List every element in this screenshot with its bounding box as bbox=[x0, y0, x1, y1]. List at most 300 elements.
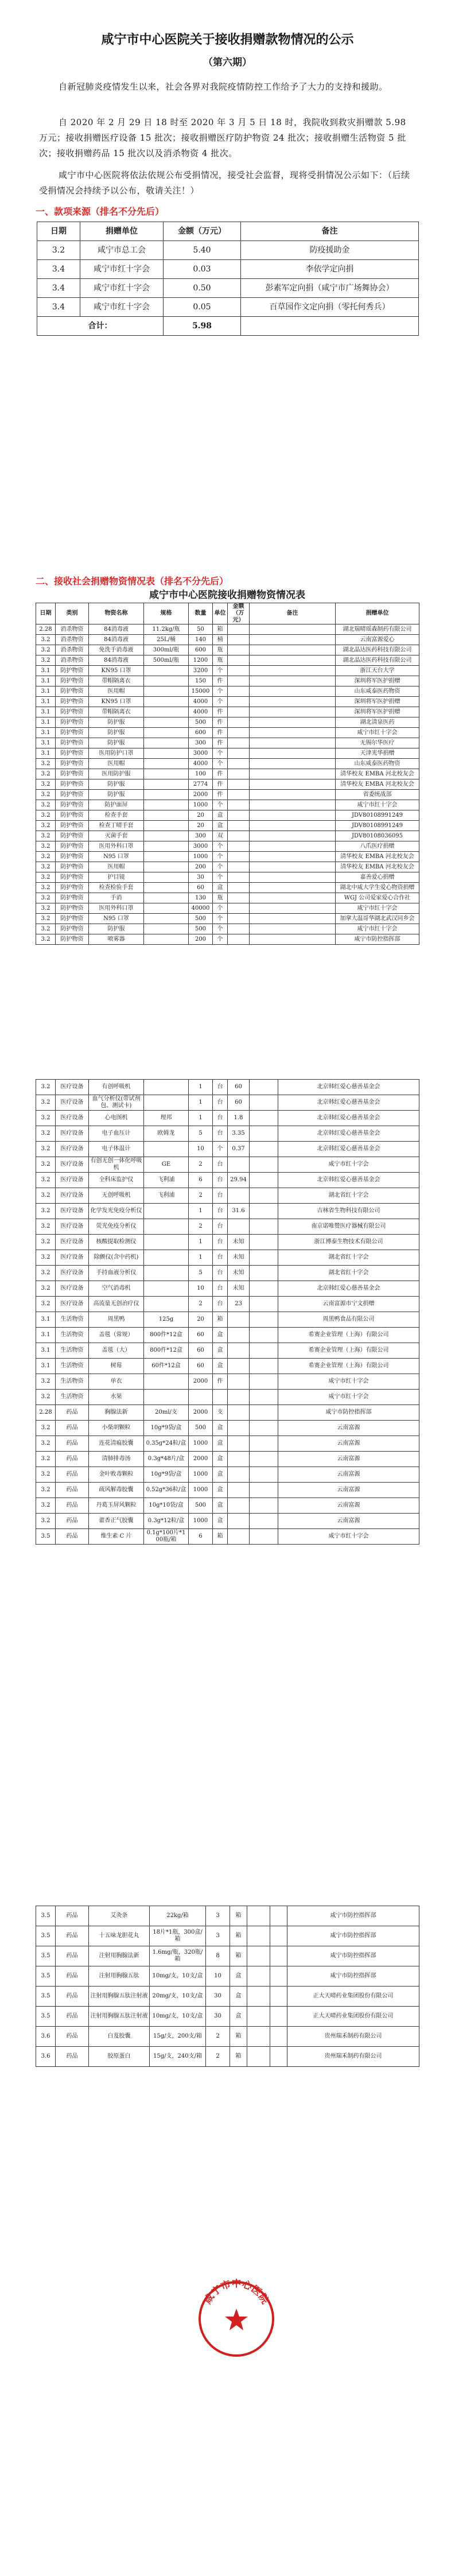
table-row bbox=[36, 872, 419, 883]
table-cell bbox=[228, 1390, 250, 1405]
table-cell: 600 bbox=[189, 728, 213, 738]
table-cell: 桶 bbox=[213, 635, 228, 645]
table-cell: 25L/桶 bbox=[144, 635, 189, 645]
table-cell: 20ml/支 bbox=[144, 1405, 189, 1421]
table-cell: 防护物资 bbox=[56, 841, 89, 852]
table-cell: 3.2 bbox=[36, 1142, 56, 1157]
table-cell: 药品 bbox=[56, 1405, 89, 1421]
table-cell: 31.6 bbox=[228, 1204, 250, 1219]
table-cell: 防护物资 bbox=[56, 707, 89, 717]
table-cell bbox=[144, 779, 189, 790]
table-cell bbox=[228, 1436, 250, 1452]
table-cell bbox=[247, 1906, 270, 1926]
table-row bbox=[36, 1926, 419, 1946]
table-cell: 丹葛玉屏风颗粒 bbox=[89, 1498, 144, 1514]
table-cell bbox=[250, 645, 336, 655]
table-cell: 彭素军定向捐（咸宁市广场舞协会） bbox=[241, 279, 419, 298]
table-cell: 0.3g*48片/盒 bbox=[144, 1452, 189, 1467]
table-cell: 3.5 bbox=[36, 1987, 56, 2007]
table-cell: JDV80108991249 bbox=[336, 821, 419, 831]
table-cell bbox=[228, 1312, 250, 1328]
table-cell bbox=[228, 841, 250, 852]
table-cell: 湖北清泉医药 bbox=[336, 717, 419, 728]
table-cell: 血气分析仪(带试剂包、测试卡) bbox=[89, 1095, 144, 1111]
intro-paragraph-3: 咸宁市中心医院将依法依规公布受捐情况，接受社会监督，现将受捐情况公示如下：（后续受捐情况会持续予以公布，敬请关注！） bbox=[39, 170, 410, 196]
table-cell: 疏风解毒胶囊 bbox=[89, 1483, 144, 1498]
header-cell: 数量 bbox=[189, 603, 213, 624]
table-cell bbox=[144, 1095, 189, 1111]
table-cell: 药品 bbox=[56, 1452, 89, 1467]
table-cell: 生活物资 bbox=[56, 1359, 89, 1374]
table-cell: 电子血压计 bbox=[89, 1126, 144, 1142]
table-cell: 盒 bbox=[213, 1483, 228, 1498]
section2-heading: 二、接收社会捐赠物资情况表（排名不分先后） bbox=[36, 576, 229, 587]
table-cell: 3.2 bbox=[36, 655, 56, 666]
table-cell bbox=[250, 1297, 278, 1312]
table-cell: 清华校友 EMBA 河北校友会 bbox=[336, 779, 419, 790]
table-cell: 200 bbox=[189, 862, 213, 872]
table-row bbox=[36, 810, 419, 821]
table-cell: 4000 bbox=[189, 759, 213, 769]
table-cell: 3.2 bbox=[36, 1219, 56, 1235]
table-cell: 130 bbox=[189, 893, 213, 903]
table-cell: 药品 bbox=[56, 1987, 89, 2007]
table-cell: KN95 口罩 bbox=[89, 697, 144, 707]
table-cell bbox=[228, 1219, 250, 1235]
table-cell: 0.37 bbox=[228, 1142, 250, 1157]
table-cell bbox=[250, 666, 336, 676]
table-cell bbox=[228, 852, 250, 862]
goods-table-part1 bbox=[36, 603, 419, 945]
table-cell: 医疗设备 bbox=[56, 1235, 89, 1250]
table-cell bbox=[144, 717, 189, 728]
table-row bbox=[36, 1906, 419, 1926]
table-cell: 2.28 bbox=[36, 1405, 56, 1421]
table-cell bbox=[144, 759, 189, 769]
table-cell bbox=[250, 738, 336, 748]
table-cell: 云南富源 bbox=[278, 1452, 419, 1467]
table-cell: 个 bbox=[213, 759, 228, 769]
table-cell bbox=[250, 1219, 278, 1235]
table-cell: 云南富源 bbox=[278, 1436, 419, 1452]
table-row bbox=[36, 1204, 419, 1219]
table-row bbox=[36, 748, 419, 759]
table-cell bbox=[250, 1095, 278, 1111]
table-cell: 盒 bbox=[213, 1467, 228, 1483]
intro-paragraph-1: 自新冠肺炎疫情发生以来，社会各界对我院疫情防控工作给予了大力的支持和援助。 bbox=[59, 82, 388, 92]
table-cell bbox=[228, 790, 250, 800]
table-row bbox=[36, 728, 419, 738]
table-row bbox=[36, 1529, 419, 1545]
table-cell bbox=[270, 1966, 287, 1987]
table-cell: 3.6 bbox=[36, 2027, 56, 2047]
table-cell: 1 bbox=[189, 1235, 213, 1250]
table-cell: 检查丁晴手套 bbox=[89, 821, 144, 831]
table-cell: 台 bbox=[213, 1235, 228, 1250]
table-cell: 盒 bbox=[230, 2007, 247, 2027]
table-cell: N95 口罩 bbox=[89, 852, 144, 862]
table-cell: 防护面屏 bbox=[89, 800, 144, 810]
table-cell: 1 bbox=[189, 1204, 213, 1219]
table-cell: 药品 bbox=[56, 1946, 89, 1966]
section1-heading: 一、款项来源（排名不分先后） bbox=[36, 206, 165, 217]
table-row bbox=[36, 1436, 419, 1452]
table-cell: 山东咸泰医药物资 bbox=[336, 759, 419, 769]
table-cell: 医疗设备 bbox=[56, 1080, 89, 1095]
table-cell bbox=[250, 1126, 278, 1142]
table-cell: 10g*10袋/盒 bbox=[144, 1498, 189, 1514]
table-cell: 咸宁市红十字会 bbox=[336, 728, 419, 738]
table-cell: 3.2 bbox=[36, 1514, 56, 1529]
table-row bbox=[36, 821, 419, 831]
table-cell: 药品 bbox=[56, 1926, 89, 1946]
table-cell: 手消 bbox=[89, 893, 144, 903]
table-cell: 15000 bbox=[189, 686, 213, 697]
table-row bbox=[36, 1173, 419, 1188]
table-cell: 药品 bbox=[56, 2027, 89, 2047]
table-cell bbox=[228, 1483, 250, 1498]
table-cell bbox=[250, 1483, 278, 1498]
table-cell: 8 bbox=[206, 1946, 230, 1966]
table-cell bbox=[228, 1328, 250, 1343]
table-cell: 北京韩红爱心慈善基金会 bbox=[278, 1080, 419, 1095]
document-subtitle: （第六期） bbox=[203, 57, 252, 68]
table-row bbox=[36, 1219, 419, 1235]
table-cell: 盒 bbox=[213, 1514, 228, 1529]
table-cell: 浙江博泰生物技术有限公司 bbox=[278, 1235, 419, 1250]
table-cell bbox=[144, 893, 189, 903]
table-cell: 3.5 bbox=[36, 1529, 56, 1545]
seal-text: 咸宁市中心医院 bbox=[202, 2279, 271, 2306]
table-cell bbox=[250, 1514, 278, 1529]
table-row bbox=[36, 1250, 419, 1266]
table-cell: 1000 bbox=[189, 852, 213, 862]
table-cell: 3000 bbox=[189, 748, 213, 759]
table-cell: 未知 bbox=[228, 1266, 250, 1281]
table-row bbox=[36, 1405, 419, 1421]
table-cell bbox=[228, 624, 250, 635]
table-row bbox=[36, 1452, 419, 1467]
table-cell: 贵州瑞禾制药有限公司 bbox=[287, 2027, 419, 2047]
header-cell: 金额（万元） bbox=[228, 603, 250, 624]
table-cell: 件 bbox=[213, 728, 228, 738]
table-cell bbox=[228, 862, 250, 872]
table-cell: 3.1 bbox=[36, 748, 56, 759]
table-cell: 3.2 bbox=[36, 872, 56, 883]
table-cell bbox=[247, 1946, 270, 1966]
table-cell: 2 bbox=[189, 1219, 213, 1235]
table-cell: 带帽隔离衣 bbox=[89, 676, 144, 686]
table-cell bbox=[228, 1405, 250, 1421]
table-cell: 金叶败毒颗粒 bbox=[89, 1467, 144, 1483]
table-cell: 咸宁市防控指挥部 bbox=[287, 1906, 419, 1926]
table-cell: 小柴胡颗粒 bbox=[89, 1421, 144, 1436]
table-cell: 防护物资 bbox=[56, 759, 89, 769]
table-cell: 防护物资 bbox=[56, 686, 89, 697]
table-cell: 3.2 bbox=[36, 1281, 56, 1297]
table-cell: 生活物资 bbox=[56, 1343, 89, 1359]
table-cell bbox=[247, 2027, 270, 2047]
table-cell: 2000 bbox=[189, 790, 213, 800]
table-cell: 云南富源市宁文捐赠 bbox=[278, 1297, 419, 1312]
table-cell: 防护物资 bbox=[56, 893, 89, 903]
table-cell: 医用防护服 bbox=[89, 769, 144, 779]
table-cell: 3.5 bbox=[36, 1966, 56, 1987]
table-cell: 医疗设备 bbox=[56, 1126, 89, 1142]
table-cell: 60 bbox=[189, 1343, 213, 1359]
table-cell: 3.2 bbox=[36, 759, 56, 769]
table-row bbox=[36, 914, 419, 924]
table-cell: 空气消毒机 bbox=[89, 1281, 144, 1297]
table-cell bbox=[213, 1390, 228, 1405]
table-cell bbox=[144, 831, 189, 841]
table-cell: 20 bbox=[189, 810, 213, 821]
table-cell: 防护物资 bbox=[56, 914, 89, 924]
table-cell bbox=[228, 1514, 250, 1529]
table-cell: 清华校友 EMBA 河北校友会 bbox=[336, 862, 419, 872]
table-cell: 心电图机 bbox=[89, 1111, 144, 1126]
table-cell: 3.2 bbox=[36, 800, 56, 810]
table-row bbox=[36, 1966, 419, 1987]
table-cell: 3.5 bbox=[36, 2007, 56, 2027]
table-row bbox=[36, 655, 419, 666]
table-row bbox=[36, 1142, 419, 1157]
table-cell: 树莓 bbox=[89, 1359, 144, 1374]
table-row bbox=[36, 800, 419, 810]
header-cell: 备注 bbox=[241, 222, 419, 241]
table-cell: 40000 bbox=[189, 903, 213, 914]
table-cell: 咸宁市红十字会 bbox=[278, 1390, 419, 1405]
table-row bbox=[36, 1235, 419, 1250]
table-cell: 10mg/支，10支/盒 bbox=[150, 1966, 206, 1987]
table-cell: 药品 bbox=[56, 1529, 89, 1545]
table-cell: 维生素 C 片 bbox=[89, 1529, 144, 1545]
table-cell: 0.52g*36粒/盒 bbox=[144, 1483, 189, 1498]
table-cell: 3.6 bbox=[36, 2047, 56, 2067]
table-cell: 湖北中咸大学生爱心物资捐赠 bbox=[336, 883, 419, 893]
table-cell: 盒 bbox=[213, 1498, 228, 1514]
table-cell: 200 bbox=[189, 934, 213, 945]
table-cell bbox=[270, 2007, 287, 2027]
table-cell: KN95 口罩 bbox=[89, 666, 144, 676]
table-cell: 消杀物资 bbox=[56, 635, 89, 645]
table-cell: 清华校友 EMBA 河北校友会 bbox=[336, 852, 419, 862]
table-cell: 飞利浦 bbox=[144, 1173, 189, 1188]
table-cell: 1000 bbox=[189, 800, 213, 810]
table-cell: 1.6mg/瓶，320瓶/箱 bbox=[150, 1946, 206, 1966]
table-cell: 防护服 bbox=[89, 790, 144, 800]
table-cell: 3.1 bbox=[36, 707, 56, 717]
table-row bbox=[36, 666, 419, 676]
table-cell: 瓶 bbox=[213, 645, 228, 655]
goods-table-part3 bbox=[36, 1906, 419, 2067]
table-cell: 1 bbox=[189, 1111, 213, 1126]
table-cell bbox=[247, 1987, 270, 2007]
table-row bbox=[36, 790, 419, 800]
table-cell: 防护服 bbox=[89, 779, 144, 790]
table-cell: 云南富源 bbox=[278, 1483, 419, 1498]
table-cell: 60 bbox=[228, 1095, 250, 1111]
table-cell: 300 bbox=[189, 738, 213, 748]
table-cell: 500ml/瓶 bbox=[144, 655, 189, 666]
table-row bbox=[36, 831, 419, 841]
table-cell bbox=[250, 707, 336, 717]
table-cell: 20mg/支，10支/盒 bbox=[150, 1987, 206, 2007]
table-cell bbox=[228, 697, 250, 707]
table-cell: 3.2 bbox=[36, 1173, 56, 1188]
table-cell: 2000 bbox=[189, 1405, 213, 1421]
table-cell bbox=[228, 1374, 250, 1390]
table-cell bbox=[250, 862, 336, 872]
total-label: 合计： bbox=[37, 317, 164, 336]
table-cell: 消杀物资 bbox=[56, 645, 89, 655]
table-cell bbox=[247, 1966, 270, 1987]
table-cell bbox=[250, 728, 336, 738]
table-cell: 消杀物资 bbox=[56, 655, 89, 666]
table-cell bbox=[270, 2047, 287, 2067]
table-cell bbox=[250, 686, 336, 697]
table-cell: 护目镜 bbox=[89, 872, 144, 883]
table-cell: 周黑鸭 bbox=[89, 1312, 144, 1328]
table-cell: 医疗设备 bbox=[56, 1219, 89, 1235]
table-cell: 防护物资 bbox=[56, 821, 89, 831]
table-cell: 医疗设备 bbox=[56, 1188, 89, 1204]
table-cell: 箱 bbox=[230, 1926, 247, 1946]
table-cell: 湖北晶达医药科技有限公司 bbox=[336, 655, 419, 666]
table-cell bbox=[228, 1359, 250, 1374]
table-cell: 0.50 bbox=[164, 279, 241, 298]
table-cell: 50 bbox=[189, 624, 213, 635]
table-cell: 药品 bbox=[56, 1498, 89, 1514]
table-cell bbox=[144, 1390, 189, 1405]
table-cell: 盖毯（大） bbox=[89, 1343, 144, 1359]
table-cell: 0.05 bbox=[164, 298, 241, 317]
table-cell bbox=[144, 1204, 189, 1219]
table-cell: 150 bbox=[189, 676, 213, 686]
table-cell bbox=[250, 697, 336, 707]
table-cell: 件 bbox=[213, 676, 228, 686]
table-cell: 个 bbox=[213, 914, 228, 924]
table-cell: 医用防护口罩 bbox=[89, 748, 144, 759]
table-cell: 个 bbox=[213, 934, 228, 945]
table-row bbox=[36, 1374, 419, 1390]
table-row bbox=[36, 1297, 419, 1312]
table-cell: 台 bbox=[213, 1080, 228, 1095]
table-cell bbox=[144, 810, 189, 821]
table-cell: 希赛企业管理（上海）有限公司 bbox=[278, 1328, 419, 1343]
table-cell bbox=[144, 748, 189, 759]
table-cell: 化学发光免疫分析仪 bbox=[89, 1204, 144, 1219]
table-cell: 台 bbox=[213, 1157, 228, 1173]
table-cell: 防护物资 bbox=[56, 666, 89, 676]
table-cell bbox=[250, 748, 336, 759]
table-cell bbox=[270, 1987, 287, 2007]
table-cell bbox=[250, 624, 336, 635]
table-cell bbox=[250, 759, 336, 769]
table-cell bbox=[144, 883, 189, 893]
table-cell: 防护物资 bbox=[56, 676, 89, 686]
table-cell bbox=[250, 1498, 278, 1514]
table-cell: 北京韩红爱心慈善基金会 bbox=[278, 1111, 419, 1126]
table-cell bbox=[144, 1374, 189, 1390]
table-cell: 医疗设备 bbox=[56, 1142, 89, 1157]
table-cell bbox=[144, 1080, 189, 1095]
table-cell: 20 bbox=[189, 1312, 213, 1328]
table-cell: 1000 bbox=[189, 1514, 213, 1529]
table-cell: 140 bbox=[189, 635, 213, 645]
table-cell: 60 bbox=[189, 883, 213, 893]
table-cell: 1000 bbox=[189, 1483, 213, 1498]
table-cell: 300 bbox=[189, 831, 213, 841]
table-cell: 3000 bbox=[189, 841, 213, 852]
document-title: 咸宁市中心医院关于接收捐赠款物情况的公示 bbox=[101, 33, 354, 47]
table-row bbox=[36, 759, 419, 769]
table-cell bbox=[228, 655, 250, 666]
table-cell: 3.2 bbox=[36, 1157, 56, 1173]
table-cell: 600 bbox=[189, 645, 213, 655]
table-cell bbox=[228, 759, 250, 769]
table-cell: 天津光华捐赠 bbox=[336, 748, 419, 759]
table-cell: 15g/支，200支/箱 bbox=[150, 2027, 206, 2047]
table-cell: 防护物资 bbox=[56, 779, 89, 790]
table-cell: 台 bbox=[213, 1250, 228, 1266]
table-row bbox=[36, 1312, 419, 1328]
table-cell: 咸宁市红十字会 bbox=[278, 1157, 419, 1173]
table-cell: 个 bbox=[213, 800, 228, 810]
table-cell: 无创呼吸机 bbox=[89, 1188, 144, 1204]
table-cell bbox=[228, 635, 250, 645]
table-cell: 云南富源爱心 bbox=[336, 635, 419, 645]
table-cell: 欧姆龙 bbox=[144, 1126, 189, 1142]
table-cell: 有创无创一体化呼吸机 bbox=[89, 1157, 144, 1173]
seal-star bbox=[225, 2309, 248, 2330]
table-cell: 个 bbox=[213, 852, 228, 862]
table-cell: 未知 bbox=[228, 1235, 250, 1250]
table-cell: 3.2 bbox=[36, 831, 56, 841]
table-cell: 个 bbox=[213, 924, 228, 934]
table-cell bbox=[247, 2007, 270, 2027]
table-cell: 3.2 bbox=[36, 914, 56, 924]
table-cell: 防护物资 bbox=[56, 769, 89, 779]
table-cell bbox=[228, 1188, 250, 1204]
table-cell bbox=[250, 717, 336, 728]
table-cell: 件 bbox=[213, 769, 228, 779]
table-row bbox=[36, 769, 419, 779]
table-cell: 单衣 bbox=[89, 1374, 144, 1390]
table-cell bbox=[144, 738, 189, 748]
table-cell: 灭菌手套 bbox=[89, 831, 144, 841]
table-row bbox=[36, 1126, 419, 1142]
table-cell: 云南富源 bbox=[278, 1514, 419, 1529]
table-cell: 消杀物资 bbox=[56, 624, 89, 635]
table-cell: 60 bbox=[228, 1080, 250, 1095]
table-cell: 3.2 bbox=[36, 883, 56, 893]
table-cell: 箱 bbox=[230, 2027, 247, 2047]
table-row bbox=[36, 707, 419, 717]
table-row bbox=[37, 241, 419, 260]
table-cell: 个 bbox=[213, 841, 228, 852]
table-cell: 清肺排毒汤 bbox=[89, 1452, 144, 1467]
table-cell: 支 bbox=[213, 1405, 228, 1421]
table-cell: 嘉善爱心捐赠 bbox=[336, 872, 419, 883]
table-cell: 3.2 bbox=[36, 841, 56, 852]
table-row bbox=[36, 903, 419, 914]
table-cell: 2 bbox=[189, 1188, 213, 1204]
table-cell bbox=[228, 707, 250, 717]
table-cell: 防护物资 bbox=[56, 872, 89, 883]
table-cell bbox=[250, 655, 336, 666]
table-cell: 荧光免疫分析仪 bbox=[89, 1219, 144, 1235]
